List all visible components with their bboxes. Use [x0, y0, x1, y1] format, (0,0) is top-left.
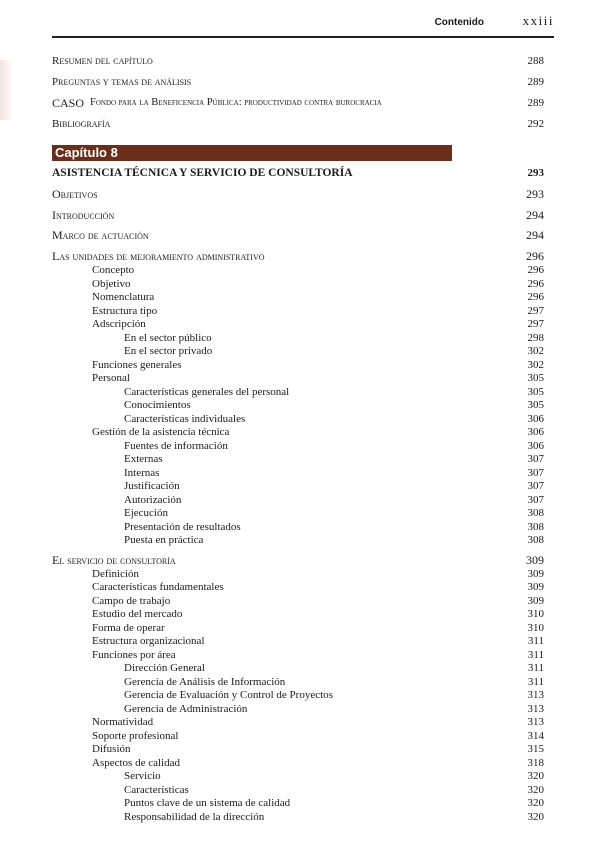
toc-entry-label: Adscripción — [92, 318, 146, 330]
toc-entry[interactable] — [52, 452, 544, 466]
toc-entry-label: Definición — [92, 568, 140, 580]
chapter-title-row[interactable] — [52, 166, 544, 180]
toc-entry-page: 293 — [526, 187, 544, 201]
toc-entry-page: 309 — [526, 553, 544, 567]
toc-entry[interactable] — [52, 553, 544, 567]
toc-entry[interactable] — [52, 371, 544, 385]
toc-entry-page: 307 — [527, 453, 544, 465]
toc-entry-label: Internas — [124, 467, 160, 479]
toc-entry-page: 302 — [527, 345, 544, 357]
toc-entry-label: Servicio — [124, 770, 161, 782]
toc-entry-page: 308 — [527, 521, 544, 533]
toc-entry-label: Objetivos — [52, 187, 98, 201]
toc-entry[interactable] — [52, 277, 544, 291]
chapter-banner — [52, 145, 452, 161]
toc-entry-label: Personal — [92, 372, 130, 384]
toc-entry[interactable] — [52, 715, 544, 729]
toc-entry[interactable] — [52, 742, 544, 756]
toc-entry-label: Estudio del mercado — [92, 608, 183, 620]
toc-entry[interactable] — [52, 783, 544, 797]
toc-entry-label: Presentación de resultados — [124, 521, 241, 533]
toc-entry[interactable] — [52, 520, 544, 534]
header-page-number: xxiii — [522, 13, 554, 28]
toc-entry-page: 306 — [527, 413, 544, 425]
toc-entry-label: Marco de actuación — [52, 228, 149, 242]
toc-entry-label: Resumen del capítulo — [52, 55, 153, 67]
running-header — [52, 12, 554, 32]
toc-entry-page: 296 — [527, 264, 544, 276]
toc-entry-page: 309 — [527, 595, 544, 607]
toc-entry-label: Objetivo — [92, 278, 131, 290]
toc-entry-page: 294 — [526, 228, 544, 242]
toc-entry-label: Bibliografía — [52, 118, 111, 130]
toc-entry-label: Normatividad — [92, 716, 154, 728]
toc-entry-page: 298 — [527, 332, 544, 344]
toc-entry-page: 309 — [527, 568, 544, 580]
toc-entry-page: 307 — [527, 467, 544, 479]
toc-entry-page: 296 — [527, 291, 544, 303]
toc-entry[interactable] — [52, 208, 544, 222]
toc-entry-label: Las unidades de mejoramiento administrativo — [52, 249, 265, 263]
toc-entry[interactable] — [52, 769, 544, 783]
toc-entry-label: En el sector privado — [124, 345, 213, 357]
toc-entry[interactable] — [52, 466, 544, 480]
toc-entry-page: 309 — [527, 581, 544, 593]
toc-entry[interactable] — [52, 54, 544, 68]
toc-entry-page: 307 — [527, 494, 544, 506]
toc-entry-label: Funciones por área — [92, 649, 176, 661]
toc-entry-label: Preguntas y temas de análisis — [52, 76, 192, 88]
toc-entry[interactable] — [52, 439, 544, 453]
toc-entry-page: 320 — [527, 797, 544, 809]
toc-entry-label: Puntos clave de un sistema de calidad — [124, 797, 291, 809]
toc-entry-page: 308 — [527, 507, 544, 519]
toc-entry[interactable] — [52, 675, 544, 689]
toc-entry-page: 311 — [527, 676, 544, 688]
toc-entry-label: Fuentes de información — [124, 440, 228, 452]
toc-entry-label: Responsabilidad de la dirección — [124, 811, 265, 823]
toc-entry[interactable] — [52, 425, 544, 439]
toc-entry-page: 314 — [527, 730, 544, 742]
toc-entry-label: Concepto — [92, 264, 135, 276]
toc-entry-label: Gerencia de Evaluación y Control de Proyectos — [124, 689, 333, 701]
toc-entry[interactable] — [52, 634, 544, 648]
toc-entry[interactable] — [52, 756, 544, 770]
toc-entry[interactable] — [52, 398, 544, 412]
toc-entry-label: Conocimientos — [124, 399, 191, 411]
toc-entry-page: 289 — [527, 97, 544, 109]
chapter-title: ASISTENCIA TÉCNICA Y SERVICIO DE CONSULTORÍA — [52, 167, 353, 179]
toc-entry-label: Características generales del personal — [124, 386, 290, 398]
toc-entry-page: 288 — [527, 55, 544, 67]
toc-entry-label: Estructura tipo — [92, 305, 158, 317]
toc-entry-label: En el sector público — [124, 332, 212, 344]
toc-entry[interactable] — [52, 358, 544, 372]
toc-entry-page: 311 — [527, 635, 544, 647]
toc-entry-label: Introducción — [52, 208, 115, 222]
toc-entry[interactable] — [52, 228, 544, 242]
toc-entry-label: Forma de operar — [92, 622, 165, 634]
toc-entry-page: 315 — [527, 743, 544, 755]
toc-entry[interactable] — [52, 187, 544, 201]
toc-entry-page: 302 — [527, 359, 544, 371]
toc-entry[interactable] — [52, 533, 544, 547]
toc-entry[interactable] — [52, 661, 544, 675]
toc-entry-label: Gestión de la asistencia técnica — [92, 426, 230, 438]
toc-entry[interactable] — [52, 249, 544, 263]
toc-entry-page: 306 — [527, 426, 544, 438]
toc-entry-page: 320 — [527, 770, 544, 782]
toc-entry-label: Justificación — [124, 480, 180, 492]
toc-entry-page: 313 — [527, 716, 544, 728]
toc-entry-page: 306 — [527, 440, 544, 452]
toc-entry-page: 313 — [527, 703, 544, 715]
toc-entry-label: Características fundamentales — [92, 581, 224, 593]
toc-entry-page: 296 — [527, 278, 544, 290]
toc-entry[interactable] — [52, 621, 544, 635]
toc-entry[interactable] — [52, 385, 544, 399]
toc-entry-page: 313 — [527, 689, 544, 701]
toc-entry-page: 296 — [526, 249, 544, 263]
toc-entry-label: Aspectos de calidad — [92, 757, 180, 769]
chapter-label: Capítulo 8 — [55, 145, 118, 160]
toc-entry[interactable] — [52, 580, 544, 594]
toc-entry-label: Características individuales — [124, 413, 246, 425]
toc-entry-label: Externas — [124, 453, 163, 465]
toc-entry-page: 297 — [527, 318, 544, 330]
toc-entry-label: Funciones generales — [92, 359, 182, 371]
toc-entry[interactable] — [52, 493, 544, 507]
toc-entry-page: 294 — [526, 208, 544, 222]
toc-entry[interactable] — [52, 317, 544, 331]
chapter-title-page: 293 — [527, 167, 544, 179]
toc-entry[interactable] — [52, 479, 544, 493]
toc-entry-label: Características — [124, 784, 189, 796]
toc-entry-label: Soporte profesional — [92, 730, 179, 742]
toc-entry-page: 289 — [527, 76, 544, 88]
toc-entry[interactable] — [52, 506, 544, 520]
toc-entry-label: Dirección General — [124, 662, 205, 674]
toc-entry[interactable] — [52, 304, 544, 318]
toc-entry[interactable] — [52, 344, 544, 358]
toc-entry[interactable] — [52, 594, 544, 608]
toc-entry-page: 311 — [527, 662, 544, 674]
header-rule — [52, 36, 554, 38]
toc-entry[interactable] — [52, 290, 544, 304]
toc-entry[interactable] — [52, 75, 544, 89]
case-prefix: CASO — [52, 96, 85, 110]
toc-entry[interactable] — [52, 607, 544, 621]
toc-entry-case[interactable] — [52, 96, 544, 110]
toc-entry-label: Campo de trabajo — [92, 595, 171, 607]
toc-entry-page: 305 — [527, 372, 544, 384]
toc-entry-label: Ejecución — [124, 507, 168, 519]
toc-entry[interactable] — [52, 688, 544, 702]
toc-entry[interactable] — [52, 567, 544, 581]
toc-entry-page: 310 — [527, 622, 544, 634]
toc-entry-page: 307 — [527, 480, 544, 492]
toc-entry[interactable] — [52, 117, 544, 131]
toc-entry-label: Estructura organizacional — [92, 635, 205, 647]
toc-entry-label: Fondo para la Beneficencia Pública: productividad contra burocracia — [90, 97, 382, 108]
toc-entry-label: Nomenclatura — [92, 291, 155, 303]
toc-entry-page: 318 — [527, 757, 544, 769]
toc-entry-label: Puesta en práctica — [124, 534, 204, 546]
toc-entry-label: Autorización — [124, 494, 182, 506]
toc-entry-page: 297 — [527, 305, 544, 317]
toc-entry[interactable] — [52, 412, 544, 426]
toc-entry[interactable] — [52, 648, 544, 662]
toc-entry-page: 305 — [527, 386, 544, 398]
toc-entry[interactable] — [52, 263, 544, 277]
toc-entry[interactable] — [52, 729, 544, 743]
scan-artifact — [0, 60, 14, 120]
toc-entry[interactable] — [52, 810, 544, 824]
toc-entry-label: Gerencia de Administración — [124, 703, 248, 715]
toc-entry[interactable] — [52, 702, 544, 716]
toc-entry[interactable] — [52, 331, 544, 345]
toc-entry-page: 308 — [527, 534, 544, 546]
toc-entry-label: El servicio de consultoría — [52, 553, 176, 567]
toc-entry-page: 320 — [527, 811, 544, 823]
toc-entry-label: Difusión — [92, 743, 131, 755]
toc-entry-page: 311 — [527, 649, 544, 661]
toc-entry[interactable] — [52, 796, 544, 810]
toc-entry-label: Gerencia de Análisis de Información — [124, 676, 286, 688]
toc-entry-page: 310 — [527, 608, 544, 620]
toc-entry-page: 320 — [527, 784, 544, 796]
header-section-title: Contenido — [434, 17, 484, 28]
toc-entry-page: 292 — [527, 118, 544, 130]
toc-entry-page: 305 — [527, 399, 544, 411]
